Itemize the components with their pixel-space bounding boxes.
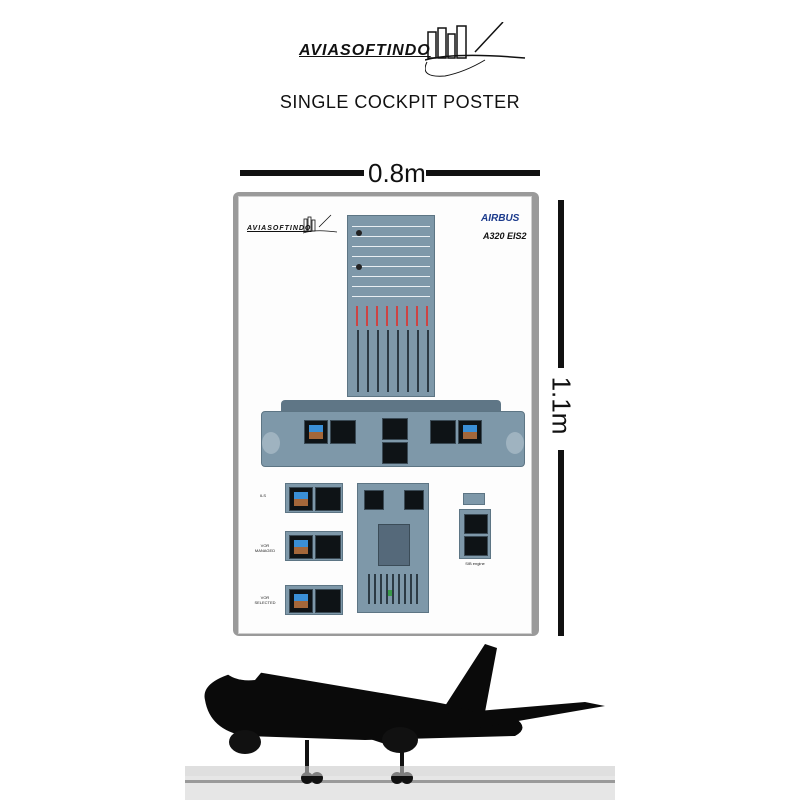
- width-label: 0.8m: [368, 158, 426, 188]
- vor-selected-label: VOR SELECTED: [254, 595, 276, 605]
- vor-managed-display-pair: [285, 531, 343, 561]
- cockpit-poster: [238, 196, 532, 634]
- vor-managed-label: VOR MANAGED: [254, 543, 276, 553]
- poster-brand-name: AVIASOFTINDO: [247, 225, 312, 232]
- vor-selected-display-pair: [285, 585, 343, 615]
- overhead-panel: [347, 215, 435, 397]
- lower-ecam: [382, 442, 408, 464]
- width-dimension: [240, 158, 540, 188]
- building-logo-icon: [425, 22, 535, 82]
- captain-nd: [330, 420, 356, 444]
- height-dimension: [548, 200, 578, 636]
- poster-logo: [247, 213, 337, 241]
- model-label: A320 EIS2: [483, 231, 527, 241]
- upper-ecam: [382, 418, 408, 440]
- airplane-silhouette-icon: [185, 640, 615, 800]
- header-logo: [295, 22, 530, 82]
- ils-display-pair: [285, 483, 343, 513]
- right-side-panel: [459, 509, 491, 559]
- side-panel-label: SIB engine: [465, 561, 485, 566]
- right-small-panel-top: [463, 493, 485, 505]
- fo-pfd: [458, 420, 482, 444]
- center-pedestal: [357, 483, 429, 613]
- height-label: 1.1m: [546, 376, 577, 435]
- brand-name: AVIASOFTINDO: [299, 42, 431, 59]
- poster-subtitle: SINGLE COCKPIT POSTER: [279, 92, 521, 112]
- ils-label: ILS: [259, 493, 266, 498]
- main-instrument-panel: [261, 411, 525, 467]
- fo-nd: [430, 420, 456, 444]
- captain-pfd: [304, 420, 328, 444]
- building-logo-icon: [303, 213, 337, 239]
- manufacturer-label: AIRBUS: [481, 213, 520, 224]
